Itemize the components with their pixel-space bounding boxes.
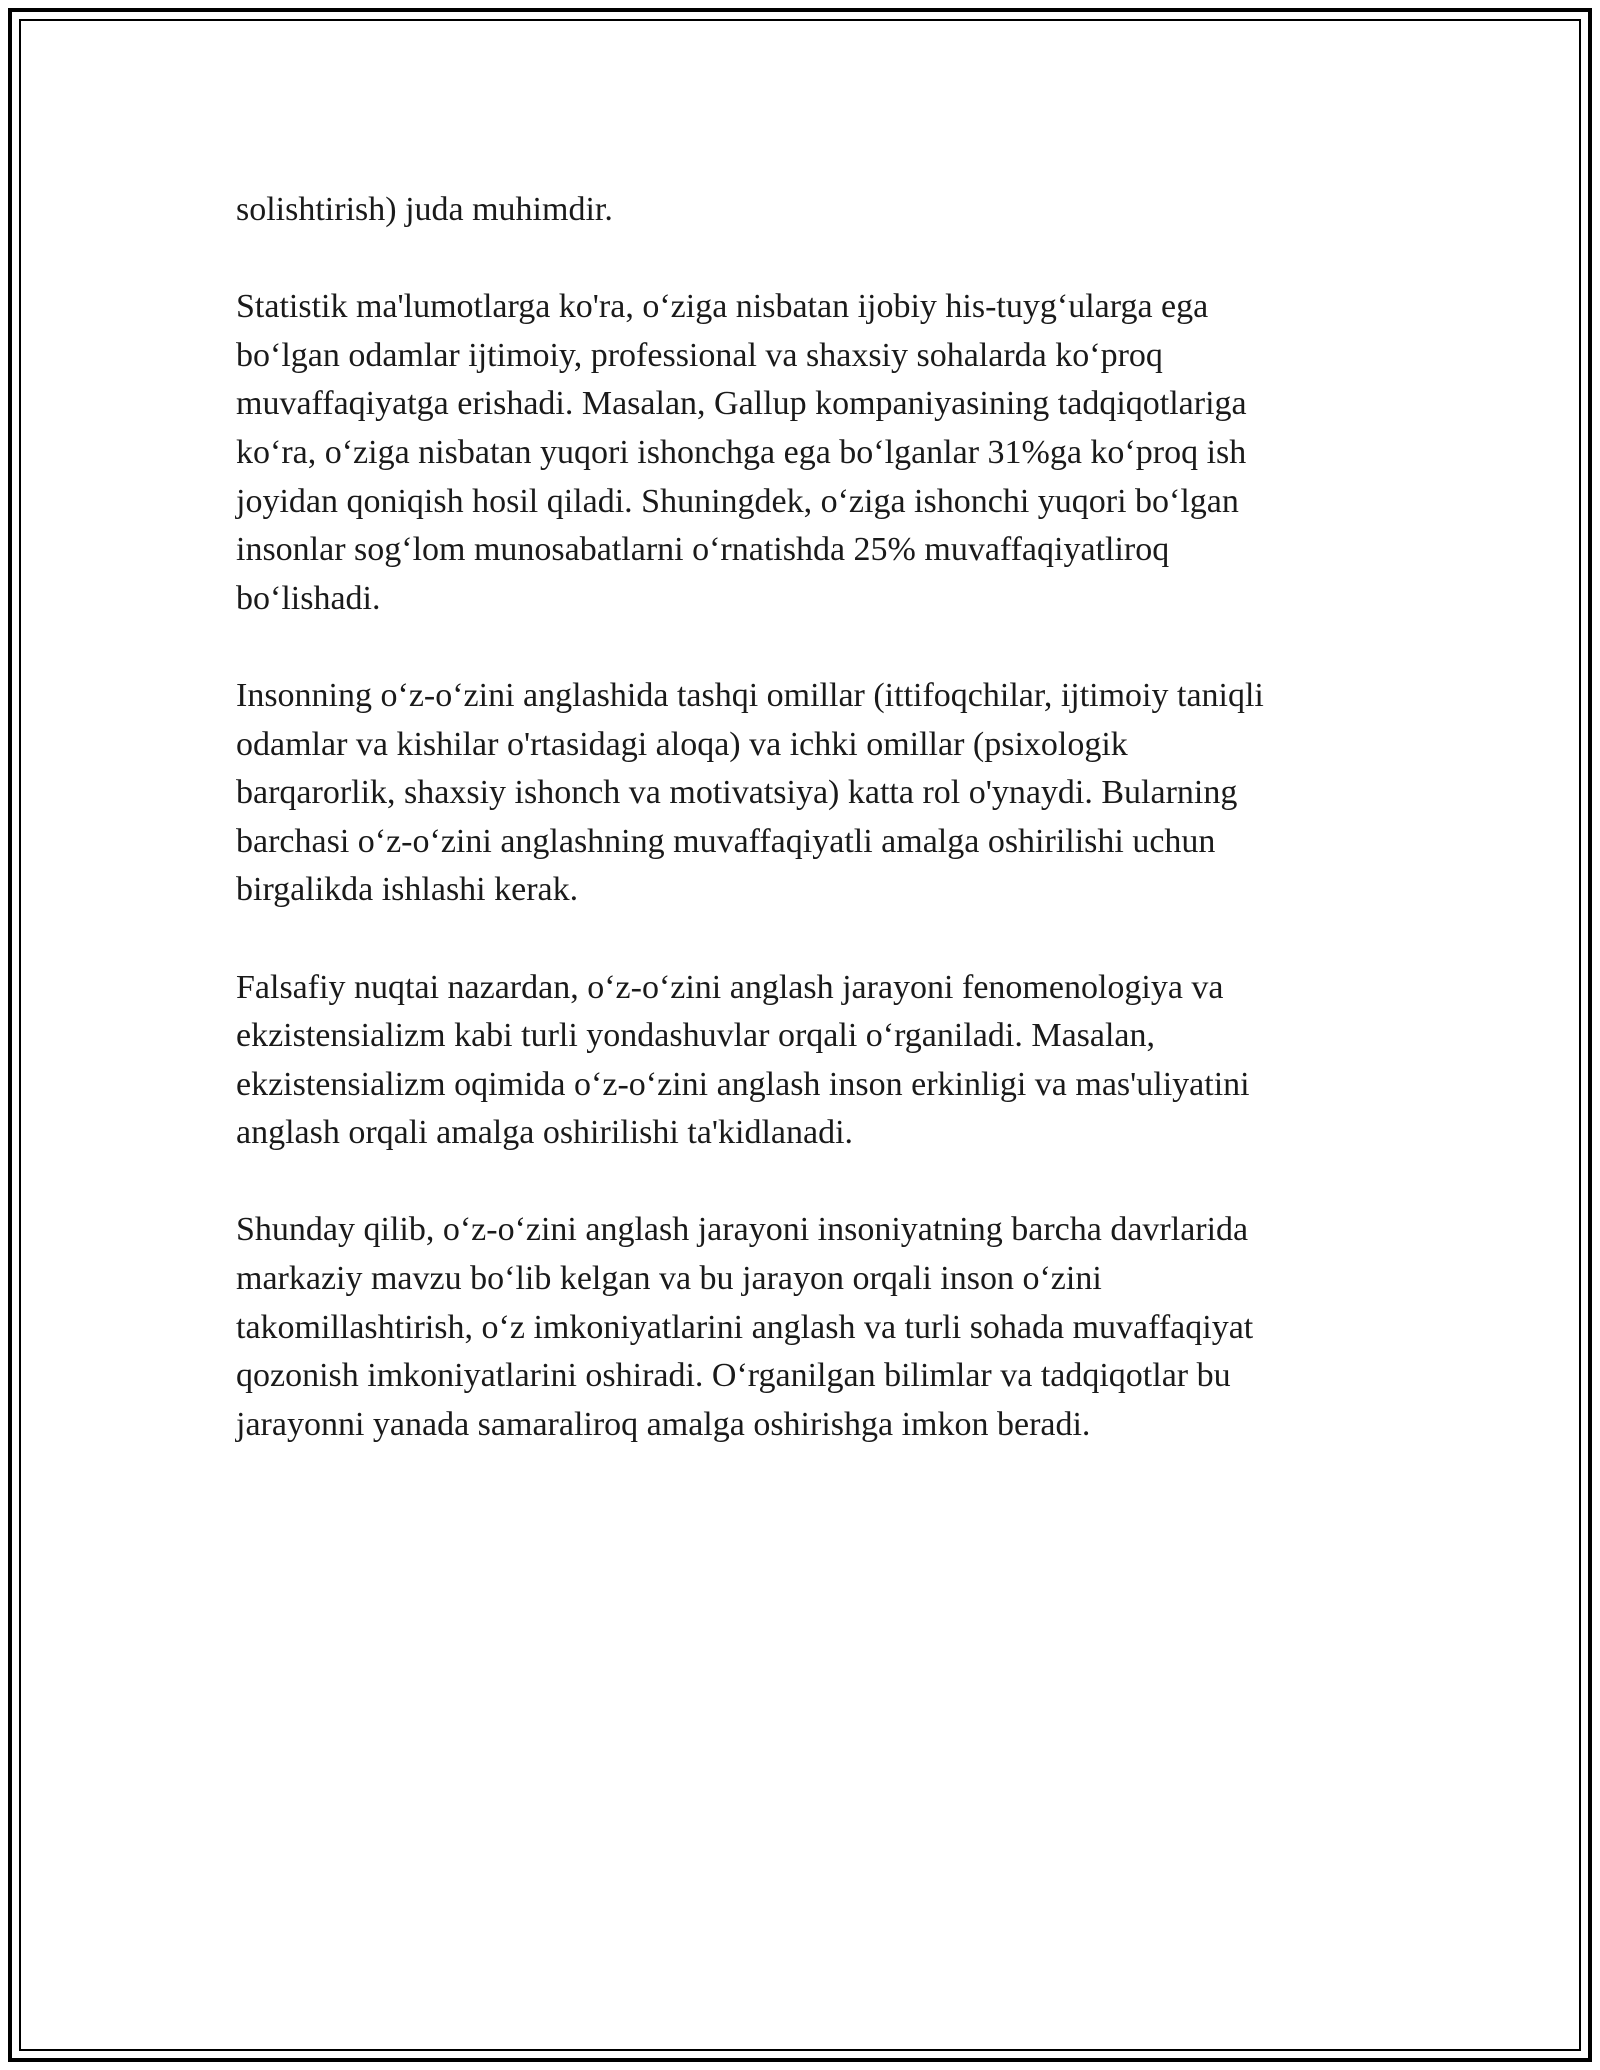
document-body xyxy=(236,186,1366,1449)
paragraph-factors: Insonning o‘z-o‘zini anglashida tashqi omillar (ittifoqchilar, ijtimoiy taniqli odamlar va kishilar o'rtasidagi aloqa) va ichki omillar (psixologik barqarorlik, shaxsiy ishonch va motivatsiya) katta rol o'ynaydi. Bularning barchasi o‘z-o‘zini anglashning muvaffaqiyatli amalga oshirilishi uchun birgalikda ishlashi kerak. xyxy=(236,676,1264,909)
paragraph-statistics: Statistik ma'lumotlarga ko'ra, o‘ziga nisbatan ijobiy his-tuyg‘ularga ega bo‘lgan odamlar ijtimoiy, professional va shaxsiy sohalarda ko‘proq muvaffaqiyatga erishadi. Masalan, Gallup kompaniyasining tadqiqotlariga ko‘ra, o‘ziga nisbatan yuqori ishonchga ega bo‘lganlar 31%ga ko‘proq ish joyidan qoniqish hosil qiladi. Shuningdek, o‘ziga ishonchi yuqori bo‘lgan insonlar sog‘lom munosabatlarni o‘rnatishda 25% muvaffaqiyatliroq bo‘lishadi. xyxy=(236,288,1247,617)
paragraph-philosophy: Falsafiy nuqtai nazardan, o‘z-o‘zini anglash jarayoni fenomenologiya va ekzistensializm kabi turli yondashuvlar orqali o‘rganiladi. Masalan, ekzistensializm oqimida o‘z-o‘zini anglash inson erkinligi va mas'uliyatini anglash orqali amalga oshirilishi ta'kidlanadi. xyxy=(236,968,1250,1152)
paragraph-continuation: solishtirish) juda muhimdir. xyxy=(236,191,613,228)
paragraph-conclusion: Shunday qilib, o‘z-o‘zini anglash jarayoni insoniyatning barcha davrlarida markaziy mavzu bo‘lib kelgan va bu jarayon orqali inson o‘zini takomillashtirish, o‘z imkoniyatlarini anglash va turli sohada muvaffaqiyat qozonish imkoniyatlarini oshiradi. O‘rganilgan bilimlar va tadqiqotlar bu jarayonni yanada samaraliroq amalga oshirishga imkon beradi. xyxy=(236,1211,1254,1443)
